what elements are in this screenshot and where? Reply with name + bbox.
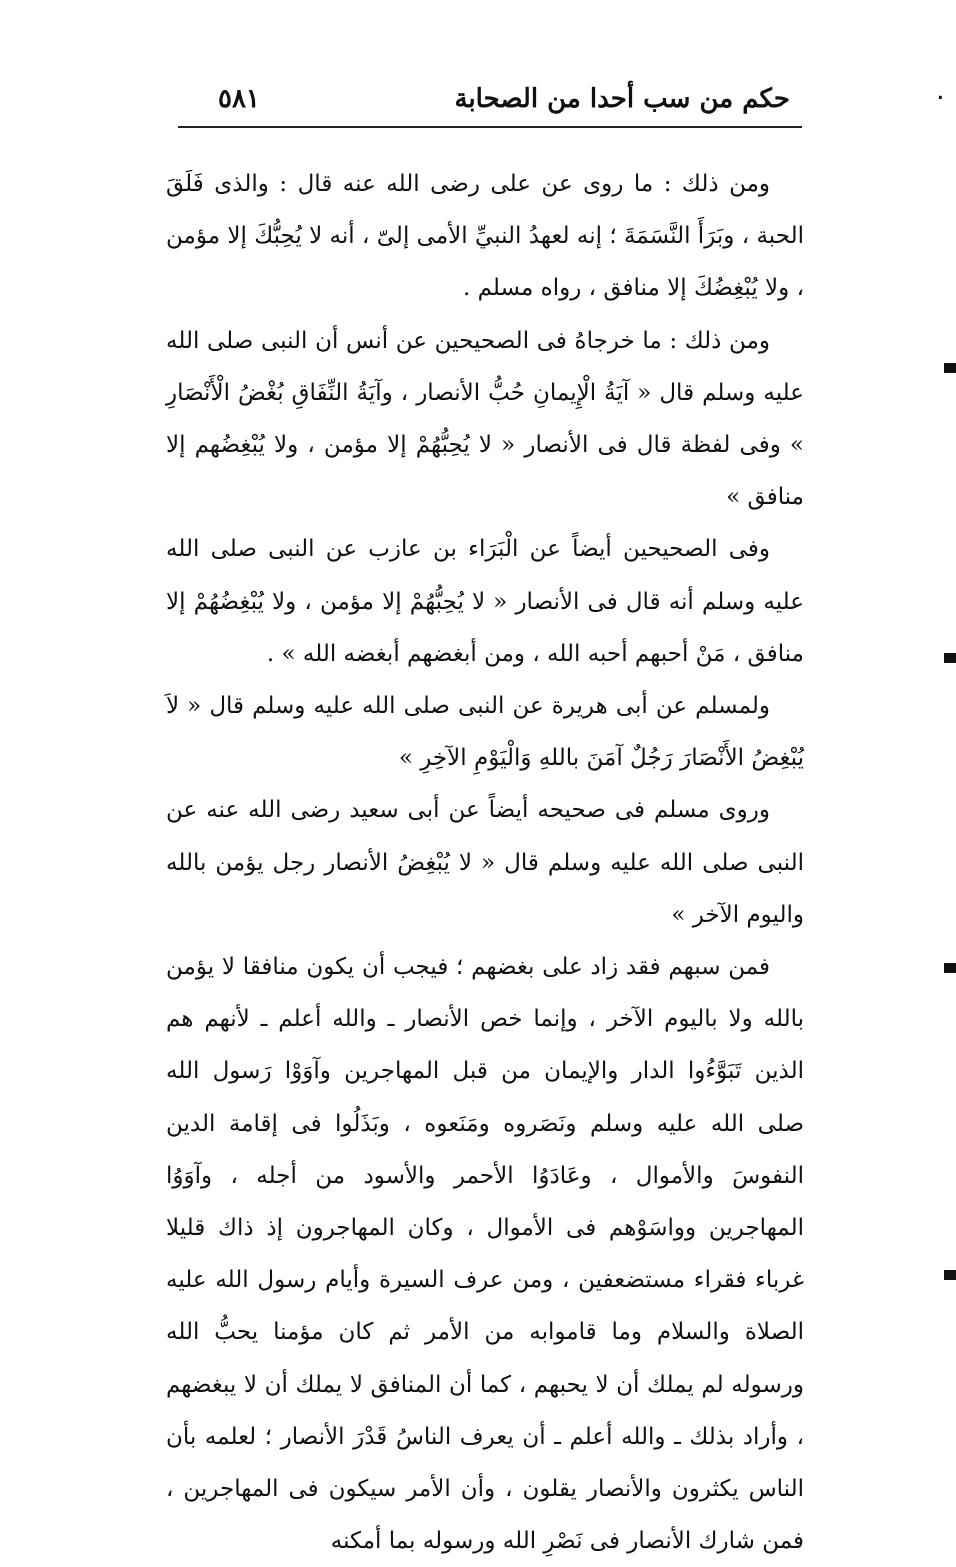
scan-edge-mark <box>944 363 956 373</box>
running-header <box>178 80 802 126</box>
paragraph: ومن ذلك : ما خرجاهُ فى الصحيحين عن أنس أن النبى صلى الله عليه وسلم قال « آيَةُ الْإِيمانِ حُبُّ الأنصار ، وآيَةُ النِّفَاقِ بُغْضُ الْأَنْصَارِ » وفى لفظة قال فى الأنصار « لا يُحِبُّهُمْ إلا مؤمن ، ولا يُبْغِضُهم إلا منافق » <box>166 327 804 511</box>
scan-edge-mark <box>944 1270 956 1280</box>
header-rule <box>178 126 802 128</box>
page-number: ٥٨١ <box>218 84 260 114</box>
scan-edge-mark <box>944 963 956 973</box>
paragraph: ولمسلم عن أبى هريرة عن النبى صلى الله عليه وسلم قال « لاَ يُبْغِضُ الأَنْصَارَ رَجُلٌ آمَنَ باللهِ وَالْيَوْمِ الآخِرِ » <box>166 693 804 772</box>
paragraph: وفى الصحيحين أيضاً عن الْبَرَاء بن عازب عن النبى صلى الله عليه وسلم أنه قال فى الأنصار « لا يُحِبُّهُمْ إلا مؤمن ، ولا يُبْغِضُهُمْ إلا منافق ، مَنْ أحبهم أحبه الله ، ومن أبغضهم أبغضه الله » . <box>166 536 804 667</box>
corner-mark: ٠ <box>935 84 946 108</box>
paragraph: ومن ذلك : ما روى عن على رضى الله عنه قال : والذى فَلَقَ الحبة ، وبَرَأَ النَّسَمَةَ ؛ إنه لعهدُ النبيِّ الأمى إلىّ ، أنه لا يُحِبُّكَ إلا مؤمن ، ولا يُبْغِضُكَ إلا منافق ، رواه مسلم . <box>166 171 804 302</box>
body-text <box>166 158 804 1567</box>
paragraph: وروى مسلم فى صحيحه أيضاً عن أبى سعيد رضى الله عنه عن النبى صلى الله عليه وسلم قال « لا يُبْغِضُ الأنصار رجل يؤمن بالله واليوم الآخر » <box>166 797 804 928</box>
paragraph: فمن سبهم فقد زاد على بغضهم ؛ فيجب أن يكون منافقا لا يؤمن بالله ولا باليوم الآخر ، وإنما خص الأنصار ـ والله أعلم ـ لأنهم هم الذين تَبَوَّءُوا الدار والإيمان من قبل المهاجرين وآوَوْا رَسول الله صلى الله عليه وسلم ونَصَروه ومَنَعوه ، وبَذَلُوا فى إقامة الدين النفوسَ والأموال ، وعَادَوُا الأحمر والأسود من أجله ، وآوَوُا المهاجرين وواسَوْهم فى الأموال ، وكان المهاجرون إذ ذاك قليلا غرباء فقراء مستضعفين ، ومن عرف السيرة وأيام رسول الله عليه الصلاة والسلام وما قاموابه من الأمر ثم كان مؤمنا يحبُّ الله ورسوله لم يملك أن لا يحبهم ، كما أن المنافق لا يملك أن لا يبغضهم ، وأراد بذلك ـ والله أعلم ـ أن يعرف الناسُ قَدْرَ الأنصار ؛ لعلمه بأن الناس يكثرون والأنصار يقلون ، وأن الأمر سيكون فى المهاجرين ، فمن شارك الأنصار فى نَصْرِ الله ورسوله بما أمكنه <box>166 954 804 1555</box>
page-title: حكم من سب أحدا من الصحابة <box>454 84 790 114</box>
scan-edge-mark <box>944 653 956 663</box>
